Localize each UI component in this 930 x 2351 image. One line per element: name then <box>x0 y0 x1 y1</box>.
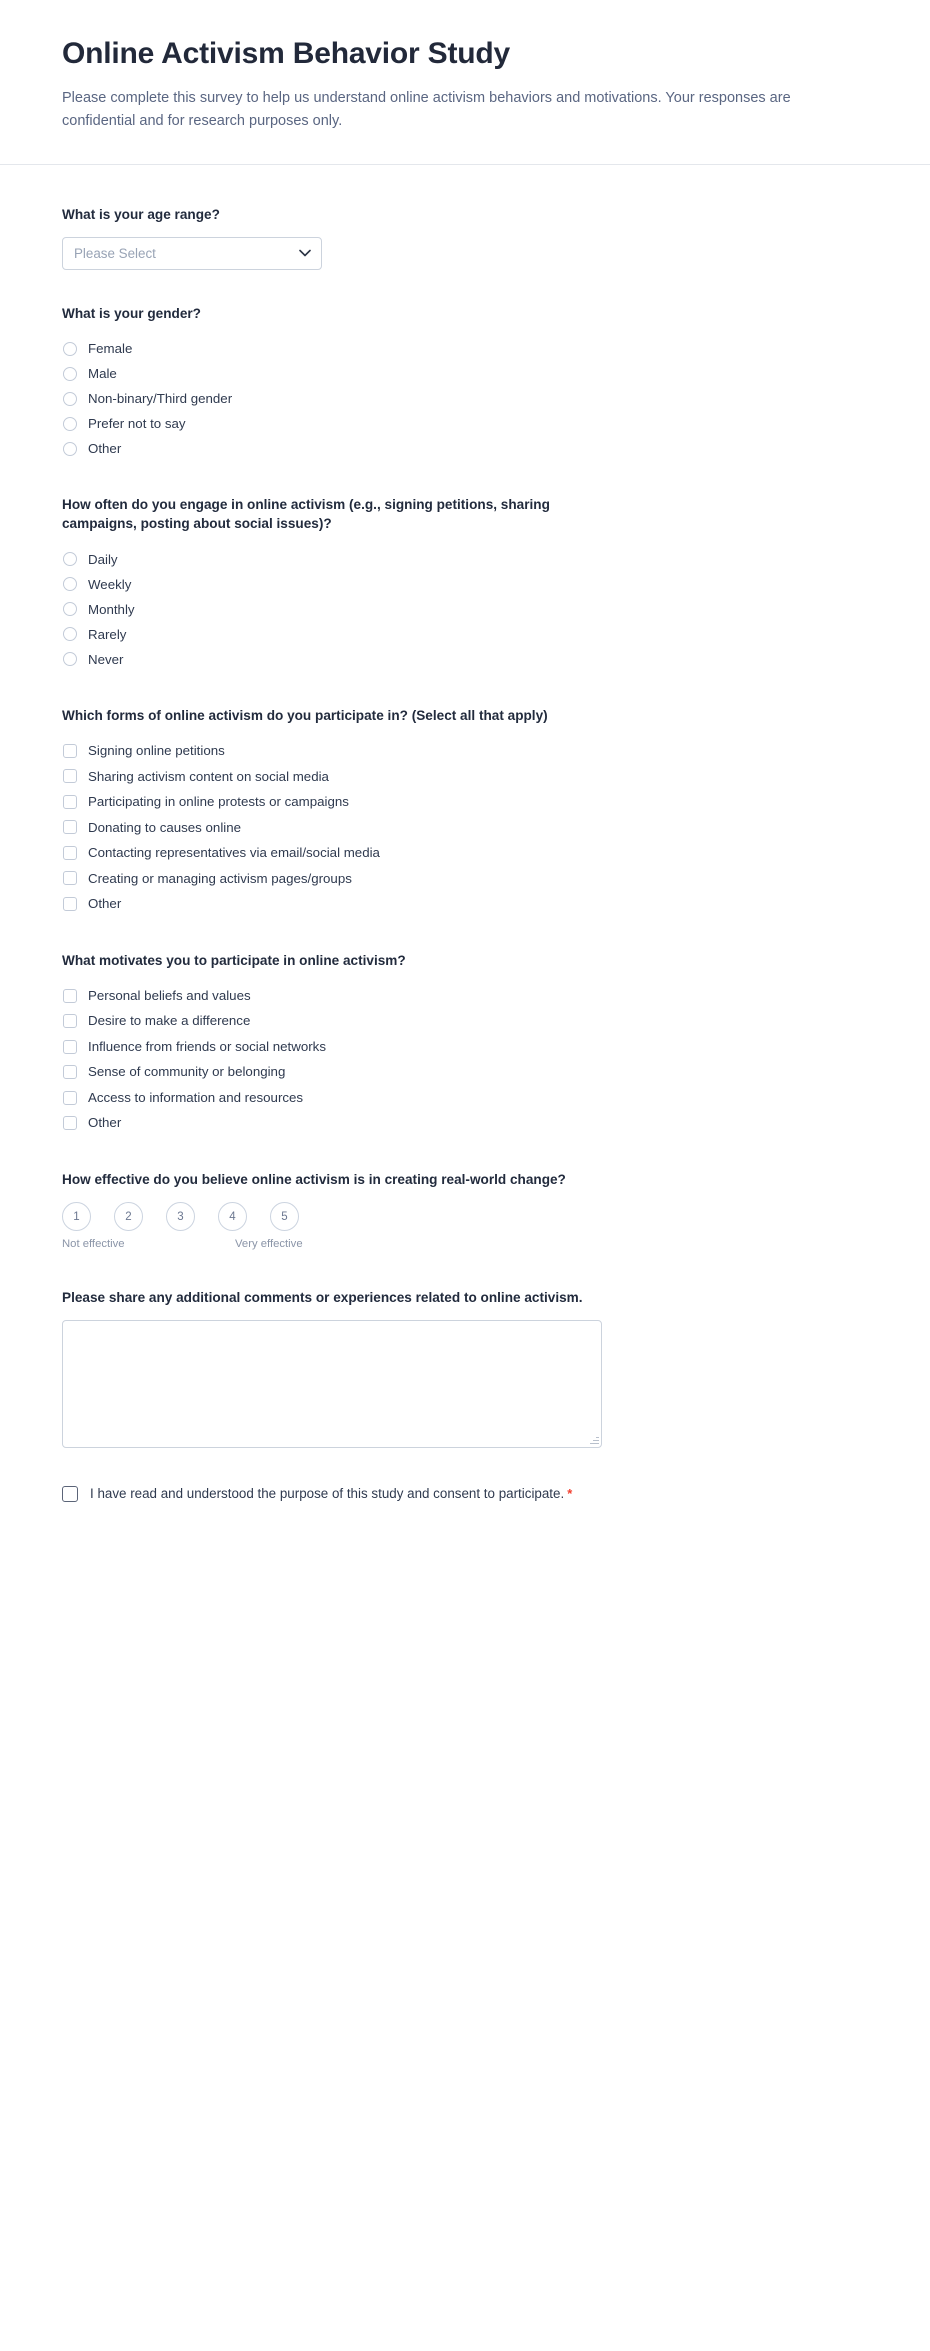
checkbox-option-make-a-difference[interactable] <box>62 1008 868 1034</box>
checkbox-icon <box>63 795 77 809</box>
checkbox-icon <box>63 846 77 860</box>
question-motivations <box>62 951 868 1136</box>
age-range-selected-value: Please Select <box>74 245 156 261</box>
consent-text: I have read and understood the purpose of this study and consent to participate. <box>90 1486 565 1502</box>
radio-option-never[interactable] <box>62 647 868 672</box>
option-label: Rarely <box>88 626 127 642</box>
option-label: Female <box>88 341 133 357</box>
checkbox-icon <box>63 1065 77 1079</box>
radio-icon <box>63 627 77 641</box>
radio-icon <box>63 577 77 591</box>
rating-low-label: Not effective <box>62 1238 125 1251</box>
radio-option-male[interactable] <box>62 361 868 386</box>
checkbox-option-signing-petitions[interactable] <box>62 738 868 764</box>
checkbox-option-online-protests[interactable] <box>62 789 868 815</box>
rating-option-5[interactable]: 5 <box>270 1202 299 1231</box>
rating-high-label: Very effective <box>235 1238 303 1251</box>
age-range-select[interactable] <box>62 237 322 270</box>
rating-option-1[interactable]: 1 <box>62 1202 91 1231</box>
checkbox-option-other[interactable] <box>62 1110 868 1136</box>
question-label-comments: Please share any additional comments or experiences related to online activism. <box>62 1290 583 1306</box>
age-range-select-wrapper <box>62 237 322 270</box>
question-age-range <box>62 205 868 270</box>
checkbox-option-other[interactable] <box>62 891 868 917</box>
question-label-effectiveness: How effective do you believe online activism is in creating real-world change? <box>62 1171 566 1187</box>
radio-icon <box>63 367 77 381</box>
question-activism-forms <box>62 706 868 917</box>
option-label: Signing online petitions <box>88 743 225 759</box>
radio-option-other[interactable] <box>62 436 868 461</box>
radio-icon <box>63 392 77 406</box>
radio-icon <box>63 342 77 356</box>
option-label: Male <box>88 366 117 382</box>
radio-icon <box>63 442 77 456</box>
checkbox-icon <box>63 1040 77 1054</box>
rating-option-2[interactable]: 2 <box>114 1202 143 1231</box>
option-label: Personal beliefs and values <box>88 987 251 1003</box>
rating-option-4[interactable]: 4 <box>218 1202 247 1231</box>
checkbox-option-sense-of-community[interactable] <box>62 1059 868 1085</box>
radio-icon <box>63 652 77 666</box>
question-label-age: What is your age range? <box>62 206 220 222</box>
option-label: Weekly <box>88 576 132 592</box>
form-header <box>0 0 930 165</box>
question-gender <box>62 304 868 461</box>
option-label: Prefer not to say <box>88 416 186 432</box>
option-label: Other <box>88 441 122 457</box>
radio-option-female[interactable] <box>62 336 868 361</box>
question-label-forms: Which forms of online activism do you participate in? (Select all that apply) <box>62 707 548 723</box>
option-label: Never <box>88 651 124 667</box>
checkbox-icon <box>63 871 77 885</box>
gender-radio-group <box>62 336 868 461</box>
consent-label <box>90 1484 572 1505</box>
rating-scale <box>62 1202 868 1231</box>
checkbox-icon <box>63 1014 77 1028</box>
question-label-frequency: How often do you engage in online activism (e.g., signing petitions, sharing campaigns, posting about social issues)? <box>62 497 550 532</box>
checkbox-icon <box>63 769 77 783</box>
question-additional-comments <box>62 1288 868 1448</box>
question-label-gender: What is your gender? <box>62 305 201 321</box>
option-label: Monthly <box>88 601 135 617</box>
checkbox-option-access-to-information[interactable] <box>62 1085 868 1111</box>
checkbox-option-managing-pages[interactable] <box>62 866 868 892</box>
checkbox-icon <box>63 897 77 911</box>
radio-option-rarely[interactable] <box>62 622 868 647</box>
motivation-checkbox-group <box>62 983 868 1136</box>
forms-checkbox-group <box>62 738 868 917</box>
checkbox-icon <box>63 1091 77 1105</box>
checkbox-icon <box>63 820 77 834</box>
question-activism-frequency <box>62 495 868 672</box>
checkbox-option-contacting-representatives[interactable] <box>62 840 868 866</box>
checkbox-option-donating[interactable] <box>62 815 868 841</box>
page-title: Online Activism Behavior Study <box>62 37 510 70</box>
consent-checkbox[interactable] <box>62 1486 78 1502</box>
option-label: Sense of community or belonging <box>88 1064 286 1080</box>
radio-option-daily[interactable] <box>62 547 868 572</box>
checkbox-icon <box>63 1116 77 1130</box>
question-label-motivation: What motivates you to participate in online activism? <box>62 952 406 968</box>
frequency-radio-group <box>62 547 868 672</box>
rating-legend <box>62 1238 344 1254</box>
resize-handle-icon[interactable] <box>589 1435 599 1445</box>
option-label: Daily <box>88 551 118 567</box>
consent-section <box>62 1484 702 1505</box>
radio-icon <box>63 602 77 616</box>
comments-textarea[interactable] <box>62 1320 602 1448</box>
option-label: Sharing activism content on social media <box>88 768 329 784</box>
rating-option-3[interactable]: 3 <box>166 1202 195 1231</box>
question-effectiveness-rating <box>62 1170 868 1254</box>
checkbox-option-influence-from-friends[interactable] <box>62 1034 868 1060</box>
checkbox-option-sharing-content[interactable] <box>62 764 868 790</box>
radio-option-monthly[interactable] <box>62 597 868 622</box>
radio-icon <box>63 552 77 566</box>
required-asterisk: * <box>567 1486 573 1502</box>
checkbox-option-personal-beliefs[interactable] <box>62 983 868 1009</box>
option-label: Non-binary/Third gender <box>88 391 233 407</box>
option-label: Desire to make a difference <box>88 1013 251 1029</box>
option-label: Donating to causes online <box>88 819 242 835</box>
option-label: Influence from friends or social networks <box>88 1038 326 1054</box>
checkbox-icon <box>63 744 77 758</box>
form-body <box>0 165 930 1506</box>
radio-option-prefer-not-to-say[interactable] <box>62 411 868 436</box>
option-label: Contacting representatives via email/social media <box>88 845 380 861</box>
radio-option-weekly[interactable] <box>62 572 868 597</box>
option-label: Other <box>88 896 122 912</box>
form-description: Please complete this survey to help us understand online activism behaviors and motivations. Your responses are confidential and for research purposes only. <box>62 89 791 130</box>
checkbox-icon <box>63 989 77 1003</box>
radio-option-non-binary[interactable] <box>62 386 868 411</box>
option-label: Participating in online protests or campaigns <box>88 794 349 810</box>
option-label: Access to information and resources <box>88 1089 304 1105</box>
radio-icon <box>63 417 77 431</box>
option-label: Creating or managing activism pages/groups <box>88 870 352 886</box>
option-label: Other <box>88 1115 122 1131</box>
